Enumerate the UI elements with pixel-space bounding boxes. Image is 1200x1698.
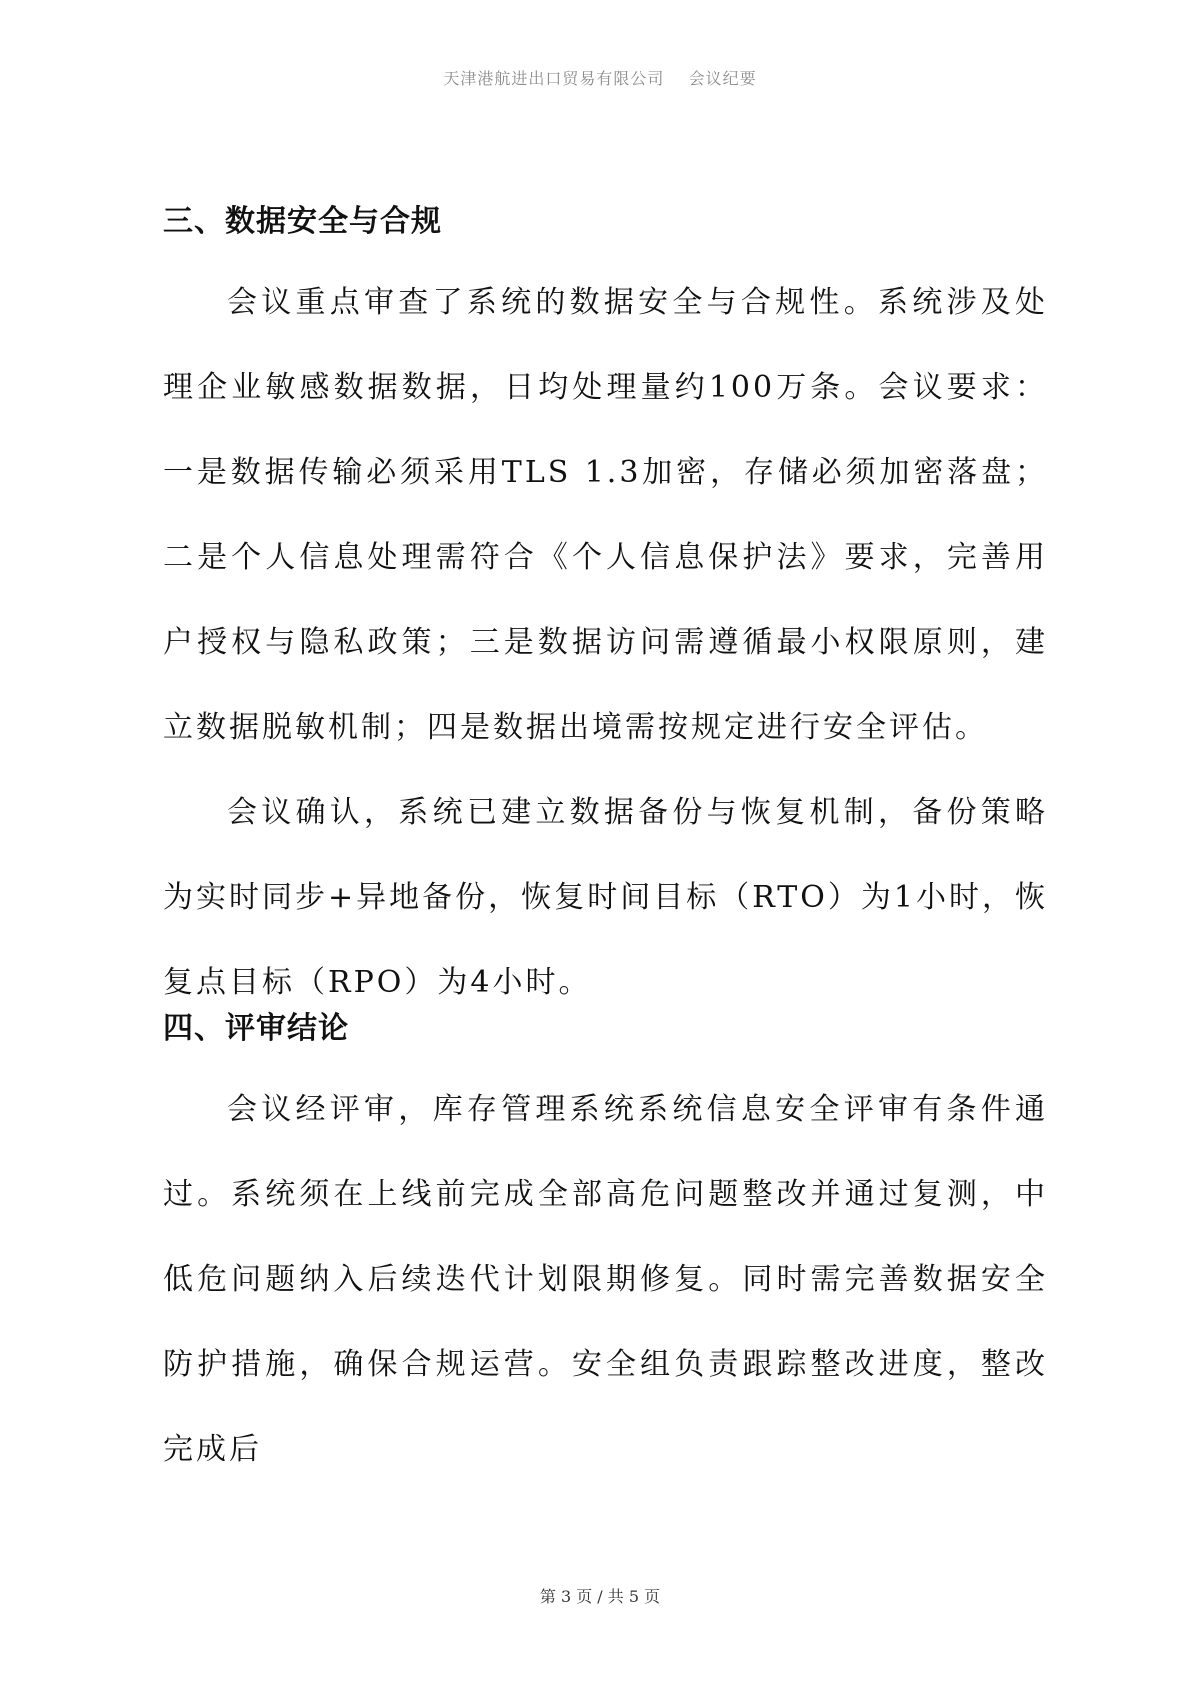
section-title-review-conclusion: 四、评审结论 (163, 1011, 349, 1046)
header-company: 天津港航进出口贸易有限公司 (443, 69, 665, 88)
page-number: 第 3 页 / 共 5 页 (539, 1587, 661, 1606)
section-title-data-security: 三、数据安全与合规 (163, 204, 442, 239)
paragraph-review-conclusion: 会议经评审，库存管理系统系统信息安全评审有条件通过。系统须在上线前完成全部高危问题整改并通过复测，中低危问题纳入后续迭代计划限期修复。同时需完善数据安全防护措施，确保合规运营。安全组负责跟踪整改进度，整改完成后 (163, 1092, 1048, 1467)
page-header (0, 66, 1200, 89)
paragraph-backup-recovery: 会议确认，系统已建立数据备份与恢复机制，备份策略为实时同步+异地备份，恢复时间目标（RTO）为1小时，恢复点目标（RPO）为4小时。 (163, 795, 1048, 1000)
paragraph-data-security-requirements: 会议重点审查了系统的数据安全与合规性。系统涉及处理企业敏感数据数据，日均处理量约100万条。会议要求：一是数据传输必须采用TLS 1.3加密，存储必须加密落盘；二是个人信息处理需符合《个人信息保护法》要求，完善用户授权与隐私政策；三是数据访问需遵循最小权限原则，建立数据脱敏机制；四是数据出境需按规定进行安全评估。 (163, 285, 1048, 745)
header-doc-type: 会议纪要 (688, 69, 757, 88)
